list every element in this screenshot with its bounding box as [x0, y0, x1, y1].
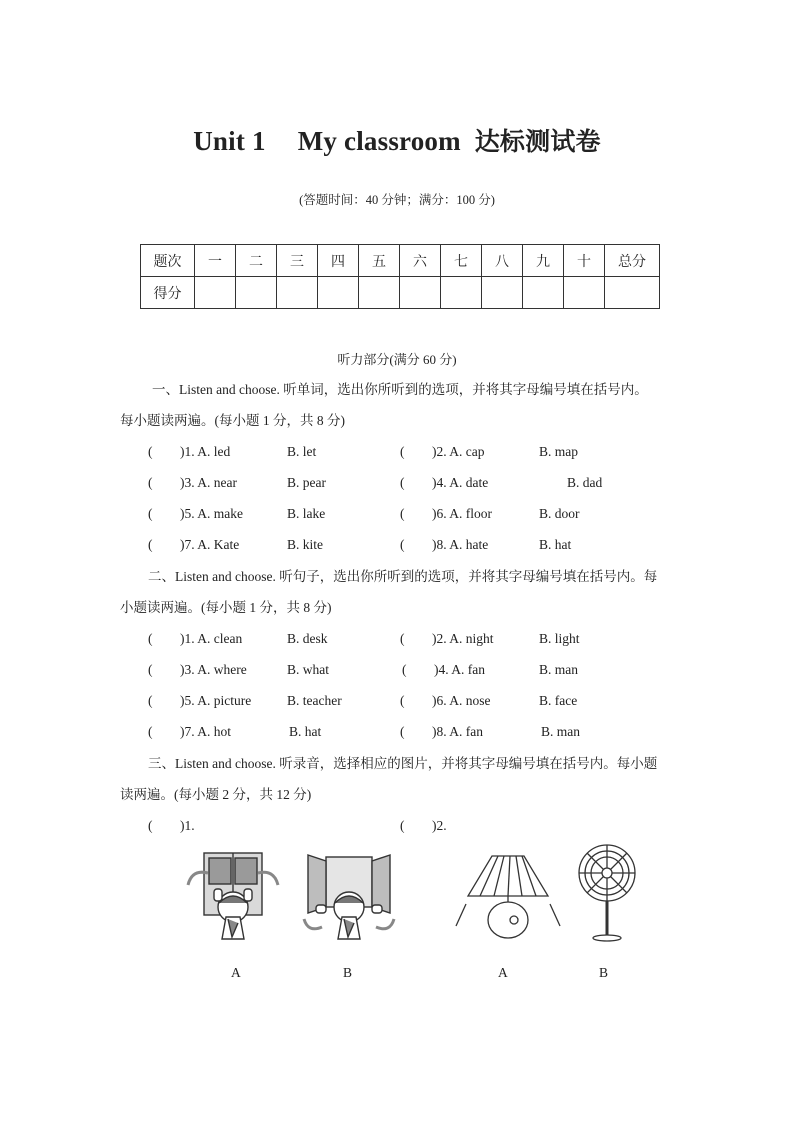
- header-cell: 三: [277, 245, 318, 277]
- score-cell[interactable]: [482, 277, 523, 309]
- header-cell: 七: [441, 245, 482, 277]
- score-table-score-row: [141, 277, 660, 309]
- option-b: B. hat: [539, 537, 572, 552]
- answer-paren[interactable]: (: [400, 475, 405, 490]
- question-row: [0, 498, 794, 529]
- section1-instruction-line1: 一、Listen and choose. 听单词，选出你所听到的选项，并将其字母编号填在括号内。: [152, 382, 648, 397]
- header-cell: 四: [318, 245, 359, 277]
- answer-paren[interactable]: (: [400, 818, 405, 833]
- score-cell[interactable]: [359, 277, 400, 309]
- header-cell: 总分: [605, 245, 660, 277]
- option-b: B. lake: [287, 506, 326, 521]
- option-b: B. what: [287, 662, 329, 677]
- option-a: )5. A. make: [180, 506, 243, 521]
- section3-instruction-line1: 三、Listen and choose. 听录音，选择相应的图片，并将其字母编号填在括号内。每小题: [148, 756, 658, 771]
- answer-paren[interactable]: (: [148, 506, 153, 521]
- picture-label-a: A: [231, 965, 241, 980]
- option-b: B. teacher: [287, 693, 342, 708]
- close-window-picture: [294, 845, 406, 945]
- score-cell[interactable]: [400, 277, 441, 309]
- answer-paren[interactable]: (: [148, 693, 153, 708]
- score-table: [140, 244, 660, 309]
- answer-paren[interactable]: (: [148, 475, 153, 490]
- score-cell[interactable]: [236, 277, 277, 309]
- answer-paren[interactable]: (: [402, 662, 407, 677]
- picture-label-b: B: [343, 965, 353, 980]
- score-cell[interactable]: [441, 277, 482, 309]
- option-a: )3. A. where: [180, 662, 247, 677]
- answer-paren[interactable]: (: [148, 444, 153, 459]
- section3-questions: [0, 810, 794, 841]
- section1-instruction-line2: 每小题读两遍。(每小题 1 分，共 8 分): [120, 413, 345, 428]
- question-row: [0, 529, 794, 560]
- score-cell[interactable]: [195, 277, 236, 309]
- picture-label-a: A: [498, 965, 508, 980]
- option-b: B. pear: [287, 475, 326, 490]
- answer-paren[interactable]: (: [400, 537, 405, 552]
- header-cell: 题次: [141, 245, 195, 277]
- option-b: B. kite: [287, 537, 323, 552]
- test-duration: (答题时间：40 分钟；满分：100 分): [299, 193, 495, 207]
- header-cell: 二: [236, 245, 277, 277]
- fan-picture: [572, 840, 642, 945]
- title-unit: Unit 1: [193, 126, 266, 156]
- option-a: )2. A. cap: [432, 444, 485, 459]
- row-label: 得分: [141, 277, 195, 309]
- answer-paren[interactable]: (: [148, 724, 153, 739]
- option-a: )7. A. Kate: [180, 537, 240, 552]
- option-a: )8. A. fan: [432, 724, 483, 739]
- header-cell: 六: [400, 245, 441, 277]
- answer-paren[interactable]: (: [400, 631, 405, 646]
- question-row: [0, 467, 794, 498]
- answer-paren[interactable]: (: [400, 693, 405, 708]
- answer-paren[interactable]: (: [148, 818, 153, 833]
- option-a: )5. A. picture: [180, 693, 252, 708]
- question-row: [0, 623, 794, 654]
- option-b: B. hat: [289, 724, 322, 739]
- title-test: 达标测试卷: [474, 127, 601, 156]
- header-cell: 一: [195, 245, 236, 277]
- answer-paren[interactable]: (: [400, 444, 405, 459]
- score-table-header-row: [141, 245, 660, 277]
- section2-questions: [0, 623, 794, 747]
- answer-paren[interactable]: (: [148, 537, 153, 552]
- option-a: )6. A. floor: [432, 506, 492, 521]
- answer-paren[interactable]: (: [148, 631, 153, 646]
- option-a: )4. A. fan: [434, 662, 485, 677]
- score-cell[interactable]: [523, 277, 564, 309]
- header-cell: 九: [523, 245, 564, 277]
- option-b: B. man: [541, 724, 580, 739]
- question-row: [0, 654, 794, 685]
- question-row: [0, 436, 794, 467]
- title-topic: My classroom: [297, 126, 461, 156]
- option-b: B. map: [539, 444, 578, 459]
- option-b: B. man: [539, 662, 578, 677]
- option-a: )1. A. led: [180, 444, 231, 459]
- answer-paren[interactable]: (: [400, 506, 405, 521]
- page-title: [0, 122, 794, 158]
- lamp-picture: [452, 850, 564, 945]
- score-cell[interactable]: [605, 277, 660, 309]
- option-a: )1. A. clean: [180, 631, 243, 646]
- option-b: B. desk: [287, 631, 328, 646]
- option-a: )7. A. hot: [180, 724, 232, 739]
- option-b: B. dad: [567, 475, 603, 490]
- option-b: B. let: [287, 444, 317, 459]
- question-number: )2.: [432, 818, 447, 833]
- listening-section-header: 听力部分(满分 60 分): [337, 352, 457, 367]
- open-window-picture: [178, 845, 290, 945]
- option-a: )8. A. hate: [432, 537, 489, 552]
- score-cell[interactable]: [564, 277, 605, 309]
- section2-instruction-line2: 小题读两遍。(每小题 1 分，共 8 分): [120, 600, 332, 615]
- answer-paren[interactable]: (: [400, 724, 405, 739]
- option-b: B. light: [539, 631, 580, 646]
- question-number: )1.: [180, 818, 195, 833]
- section1-questions: [0, 436, 794, 560]
- option-b: B. face: [539, 693, 578, 708]
- section2-instruction-line1: 二、Listen and choose. 听句子，选出你所听到的选项，并将其字母编号填在括号内。每: [148, 569, 658, 584]
- question-row: [0, 685, 794, 716]
- option-b: B. door: [539, 506, 580, 521]
- section3-instruction-line2: 读两遍。(每小题 2 分，共 12 分): [120, 787, 312, 802]
- header-cell: 十: [564, 245, 605, 277]
- header-cell: 八: [482, 245, 523, 277]
- question-row: [0, 716, 794, 747]
- header-cell: 五: [359, 245, 400, 277]
- score-cell[interactable]: [277, 277, 318, 309]
- picture-label-b: B: [599, 965, 609, 980]
- option-a: )4. A. date: [432, 475, 489, 490]
- option-a: )6. A. nose: [432, 693, 491, 708]
- answer-paren[interactable]: (: [148, 662, 153, 677]
- score-cell[interactable]: [318, 277, 359, 309]
- option-a: )3. A. near: [180, 475, 237, 490]
- option-a: )2. A. night: [432, 631, 494, 646]
